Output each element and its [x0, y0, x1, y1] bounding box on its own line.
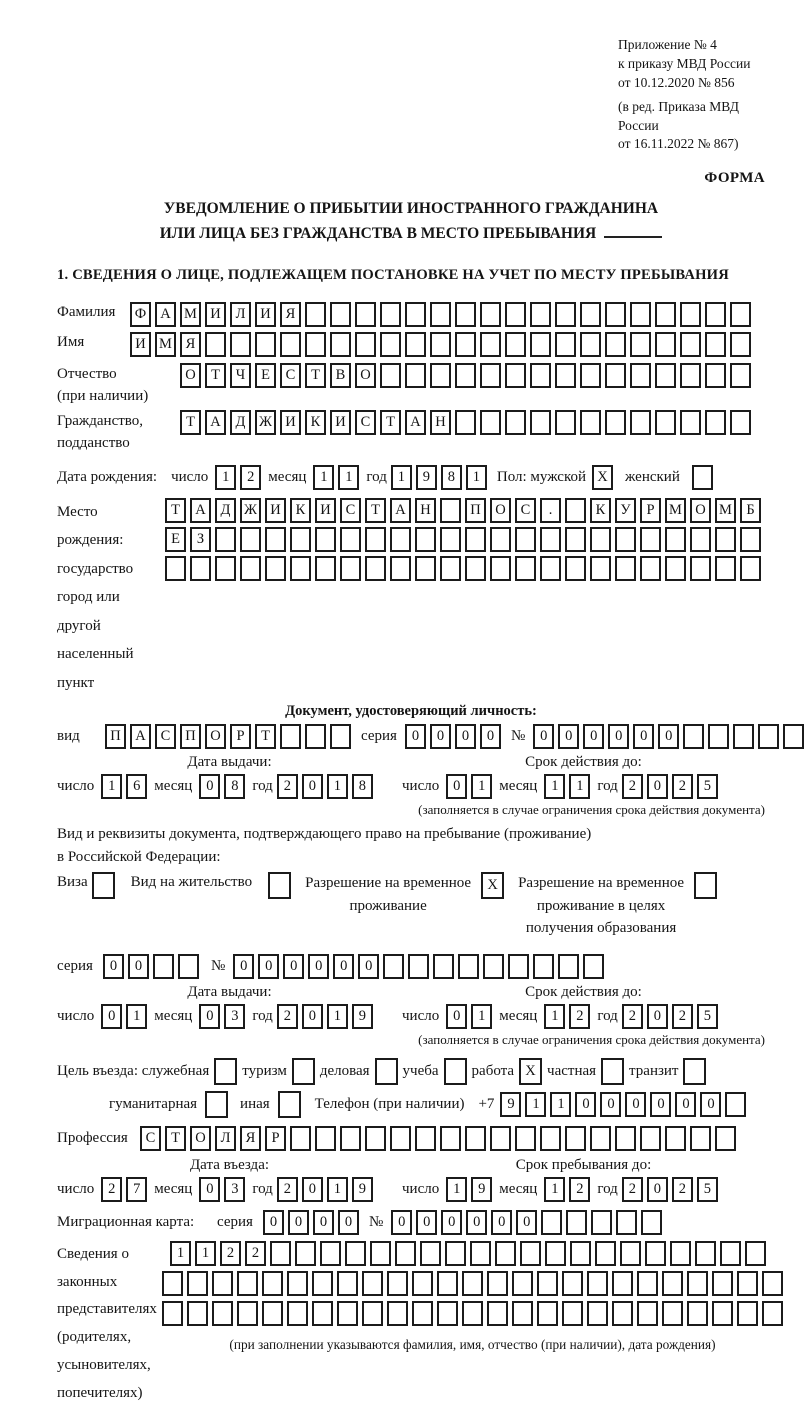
doc-type-cells[interactable]: П А С П О Р Т: [105, 724, 351, 749]
birth-year-cells[interactable]: 1 9 8 1: [391, 465, 487, 490]
year-label: год: [597, 1180, 618, 1197]
citizenship-label2: подданство: [57, 435, 130, 452]
purpose-study-label: учеба: [402, 1062, 439, 1079]
representatives-label1: Сведения о: [57, 1245, 129, 1262]
doc-issue-day-cells[interactable]: 1 6: [101, 774, 147, 799]
purpose-official-label: Цель въезда: служебная: [57, 1062, 210, 1079]
representatives-label3: представителях: [57, 1301, 157, 1318]
residence-permit-checkbox[interactable]: [268, 872, 291, 899]
purpose-official-checkbox[interactable]: [214, 1058, 237, 1085]
title-underline: [604, 225, 662, 238]
patronymic-cells[interactable]: О Т Ч Е С Т В О: [180, 363, 751, 388]
year-label: год: [597, 1007, 618, 1024]
amendment-line: от 16.11.2022 № 867): [618, 136, 739, 152]
stay-until-heading: Срок пребывания до:: [515, 1156, 652, 1173]
birth-month-cells[interactable]: 1 1: [313, 465, 359, 490]
purpose-work-label: работа: [471, 1062, 515, 1079]
residence-doc-label1: Вид и реквизиты документа, подтверждающего право на пребывание (проживание): [57, 826, 592, 843]
visa-label: Виза: [57, 874, 88, 891]
mig-series-cells[interactable]: 0 0 0 0: [263, 1210, 359, 1235]
month-label: месяц: [499, 778, 538, 795]
day-label: число: [402, 778, 440, 795]
purpose-study-checkbox[interactable]: [444, 1058, 467, 1085]
form-title-line1: УВЕДОМЛЕНИЕ О ПРИБЫТИИ ИНОСТРАННОГО ГРАЖДАНИНА: [163, 200, 659, 218]
permit-valid-note: (заполняется в случае ограничения срока действия документа): [418, 1031, 765, 1047]
purpose-tourism-label: туризм: [242, 1062, 287, 1079]
temp-permit-edu-label: Разрешение на временное проживание в целях получения образования: [518, 875, 685, 937]
birthplace-label4: населенный пункт: [57, 646, 134, 691]
representatives-note: (при заполнении указываются фамилия, имя, отчество (при наличии), дата рождения): [229, 1336, 716, 1352]
entry-month-cells[interactable]: 0 3: [199, 1177, 245, 1202]
purpose-business-checkbox[interactable]: [375, 1058, 398, 1085]
day-label: число: [402, 1180, 440, 1197]
residence-doc-label2: в Российской Федерации:: [57, 849, 221, 866]
doc-issue-year-cells[interactable]: 2 0 1 8: [277, 774, 373, 799]
form-title-line2: ИЛИ ЛИЦА БЕЗ ГРАЖДАНСТВА В МЕСТО ПРЕБЫВАНИЯ: [159, 225, 597, 243]
permit-valid-year-cells[interactable]: 2 0 2 5: [622, 1004, 718, 1029]
doc-issue-month-cells[interactable]: 0 8: [199, 774, 245, 799]
purpose-other-checkbox[interactable]: [278, 1091, 301, 1118]
purpose-transit-checkbox[interactable]: [683, 1058, 706, 1085]
month-label: месяц: [154, 1007, 193, 1024]
entry-year-cells[interactable]: 2 0 1 9: [277, 1177, 373, 1202]
birthplace-cells-row1[interactable]: Т А Д Ж И К И С Т А Н П О С . К У Р М О М Б: [165, 498, 761, 523]
appendix-line: Приложение № 4: [618, 37, 717, 52]
permit-valid-month-cells[interactable]: 1 2: [544, 1004, 590, 1029]
entry-date-heading: Дата въезда:: [189, 1156, 270, 1173]
mig-series-label: серия: [217, 1213, 253, 1230]
appendix-line: к приказу МВД России: [618, 55, 751, 71]
stay-day-cells[interactable]: 1 9: [446, 1177, 492, 1202]
day-label: число: [402, 1007, 440, 1024]
permit-issue-month-cells[interactable]: 0 3: [199, 1004, 245, 1029]
day-label: число: [57, 1180, 95, 1197]
doc-series-label: серия: [361, 728, 397, 745]
doc-valid-until-heading: Срок действия до:: [525, 754, 642, 771]
doc-valid-note: (заполняется в случае ограничения срока действия документа): [418, 802, 765, 818]
sex-male-label: Пол: мужской: [496, 468, 587, 485]
surname-cells[interactable]: Ф А М И Л И Я: [130, 302, 751, 327]
month-label: месяц: [154, 1180, 193, 1197]
month-label: месяц: [268, 468, 307, 485]
permit-valid-day-cells[interactable]: 0 1: [446, 1004, 492, 1029]
entry-day-cells[interactable]: 2 7: [101, 1177, 147, 1202]
temp-permit-label: Разрешение на временное проживание: [305, 875, 472, 914]
citizenship-cells[interactable]: Т А Д Ж И К И С Т А Н: [180, 410, 751, 435]
temp-permit-edu-checkbox[interactable]: [694, 872, 717, 899]
birthplace-label3: город или другой: [57, 589, 120, 634]
purpose-private-checkbox[interactable]: [601, 1058, 624, 1085]
representatives-cells-row1[interactable]: 1 1 2 2: [170, 1241, 783, 1266]
permit-series-label: серия: [57, 957, 93, 974]
identity-doc-heading: Документ, удостоверяющий личность:: [285, 703, 537, 720]
profession-label: Профессия: [57, 1129, 128, 1146]
month-label: месяц: [499, 1180, 538, 1197]
patronymic-label: Отчество: [57, 365, 117, 382]
appendix-line: от 10.12.2020 № 856: [618, 74, 735, 90]
doc-valid-month-cells[interactable]: 1 1: [544, 774, 590, 799]
profession-cells[interactable]: С Т О Л Я Р: [140, 1126, 736, 1151]
permit-number-cells[interactable]: 0 0 0 0 0 0: [233, 954, 604, 979]
year-label: год: [366, 468, 387, 485]
forma-label: ФОРМА: [704, 170, 765, 187]
month-label: месяц: [499, 1007, 538, 1024]
migration-card-label: Миграционная карта:: [57, 1213, 195, 1230]
purpose-other-label: иная: [240, 1095, 270, 1112]
doc-series-cells[interactable]: 0 0 0 0: [405, 724, 501, 749]
year-label: год: [252, 778, 273, 795]
citizenship-label: Гражданство,: [57, 412, 144, 429]
birth-date-label: Дата рождения:: [57, 468, 158, 485]
birthplace-cells-row3[interactable]: [165, 556, 761, 581]
day-label: число: [57, 1007, 95, 1024]
form-title: [57, 197, 765, 247]
birthplace-label2: государство: [57, 560, 134, 577]
sex-female-checkbox[interactable]: [692, 465, 713, 490]
temp-permit-checkbox[interactable]: X: [481, 872, 504, 899]
section1-heading: 1. СВЕДЕНИЯ О ЛИЦЕ, ПОДЛЕЖАЩЕМ ПОСТАНОВКЕ НА УЧЕТ ПО МЕСТУ ПРЕБЫВАНИЯ: [57, 266, 729, 283]
doc-type-label: вид: [57, 728, 80, 745]
year-label: год: [252, 1007, 273, 1024]
given-name-cells[interactable]: И М Я: [130, 332, 751, 357]
stay-month-cells[interactable]: 1 2: [544, 1177, 590, 1202]
representatives-cells-row2[interactable]: [162, 1271, 783, 1296]
year-label: год: [597, 778, 618, 795]
purpose-tourism-checkbox[interactable]: [292, 1058, 315, 1085]
mig-number-cells[interactable]: 0 0 0 0 0 0: [391, 1210, 662, 1235]
given-name-label: Имя: [57, 333, 85, 350]
patronymic-note-label: (при наличии): [57, 388, 149, 405]
permit-number-label: №: [210, 957, 226, 974]
representatives-label5: усыновителях,: [57, 1356, 151, 1373]
stay-year-cells[interactable]: 2 0 2 5: [622, 1177, 718, 1202]
birth-day-cells[interactable]: 1 2: [215, 465, 261, 490]
sex-female-label: женский: [625, 468, 680, 485]
phone-cells[interactable]: 9 1 1 0 0 0 0 0 0: [500, 1092, 746, 1117]
purpose-transit-label: транзит: [629, 1062, 679, 1079]
permit-valid-until-heading: Срок действия до:: [525, 983, 642, 1000]
representatives-label4: (родителях,: [57, 1329, 132, 1346]
representatives-cells-row3[interactable]: [162, 1301, 783, 1326]
sex-male-checkbox[interactable]: X: [592, 465, 613, 490]
phone-label: Телефон (при наличии): [314, 1095, 465, 1112]
purpose-work-checkbox[interactable]: X: [519, 1058, 542, 1085]
purpose-humanitarian-checkbox[interactable]: [205, 1091, 228, 1118]
appendix-reference: [618, 36, 765, 154]
day-label: число: [171, 468, 209, 485]
mig-number-label: №: [368, 1213, 384, 1230]
birthplace-cells-row2[interactable]: Е З: [165, 527, 761, 552]
year-label: год: [252, 1180, 273, 1197]
purpose-humanitarian-label: гуманитарная: [109, 1095, 198, 1112]
doc-number-cells[interactable]: 0 0 0 0 0 0: [533, 724, 804, 749]
permit-series-cells[interactable]: 0 0: [103, 954, 199, 979]
month-label: месяц: [154, 778, 193, 795]
birthplace-label: Место рождения:: [57, 503, 124, 549]
permit-issue-day-cells[interactable]: 0 1: [101, 1004, 147, 1029]
doc-number-label: №: [510, 728, 526, 745]
representatives-label6: попечителях): [57, 1384, 143, 1401]
visa-checkbox[interactable]: [92, 872, 115, 899]
purpose-business-label: деловая: [319, 1062, 370, 1079]
doc-issue-date-heading: Дата выдачи:: [187, 754, 272, 771]
permit-issue-date-heading: Дата выдачи:: [187, 983, 272, 1000]
doc-valid-day-cells[interactable]: 0 1: [446, 774, 492, 799]
doc-valid-year-cells[interactable]: 2 0 2 5: [622, 774, 718, 799]
residence-permit-label: Вид на жительство: [130, 874, 253, 891]
phone-prefix: +7: [478, 1095, 495, 1112]
permit-issue-year-cells[interactable]: 2 0 1 9: [277, 1004, 373, 1029]
purpose-private-label: частная: [547, 1062, 597, 1079]
surname-label: Фамилия: [57, 303, 116, 320]
representatives-label2: законных: [57, 1273, 118, 1290]
amendment-line: (в ред. Приказа МВД России: [618, 98, 739, 133]
day-label: число: [57, 778, 95, 795]
